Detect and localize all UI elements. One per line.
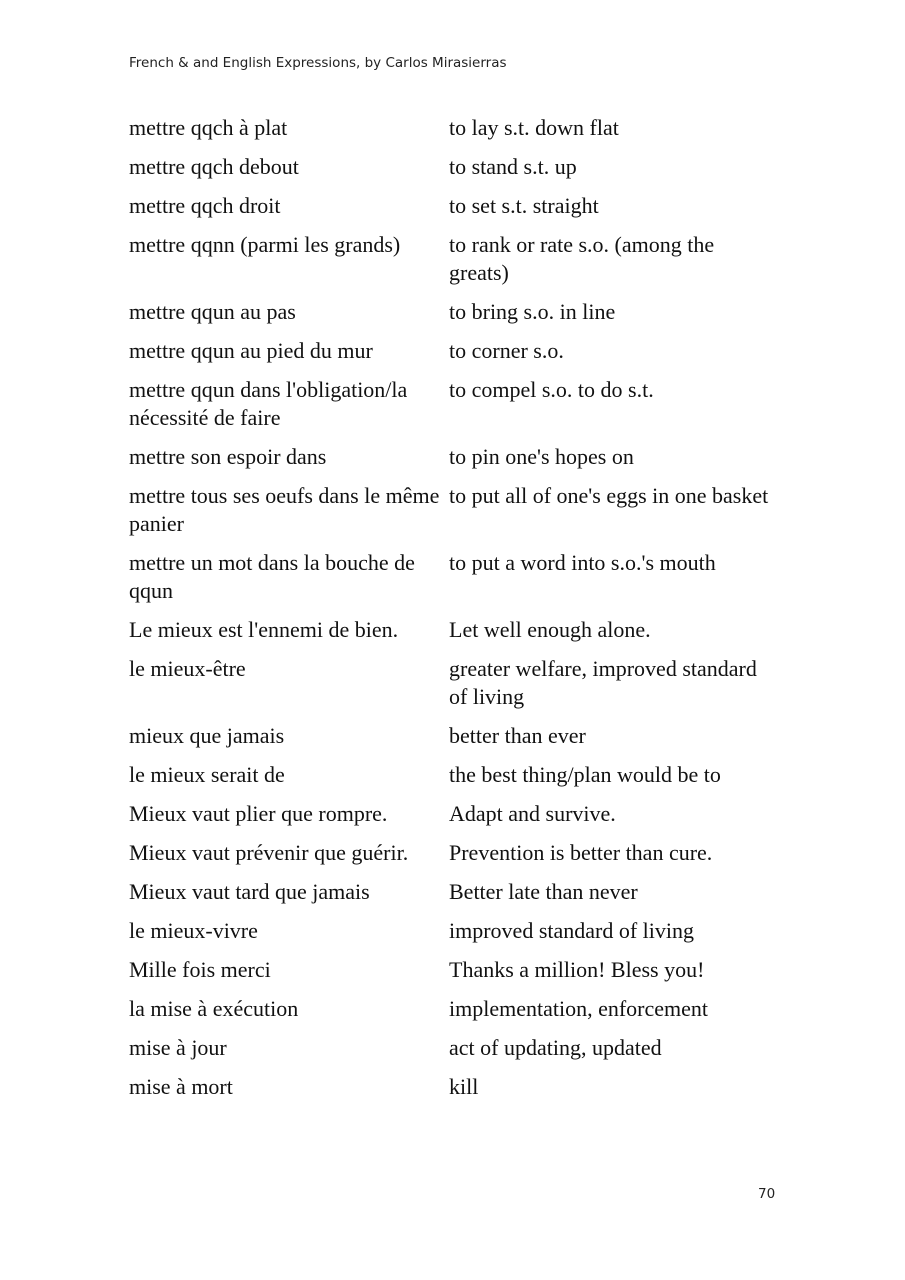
entry-row bbox=[129, 759, 779, 798]
entry-row bbox=[129, 441, 779, 480]
french-expression: mise à mort bbox=[129, 1074, 233, 1099]
french-expression: le mieux serait de bbox=[129, 762, 285, 787]
english-translation: greater welfare, improved standard of living bbox=[449, 656, 757, 709]
entry-row bbox=[129, 151, 779, 190]
page-number: 70 bbox=[758, 1186, 776, 1202]
french-expression: la mise à exécution bbox=[129, 996, 299, 1021]
entry-row bbox=[129, 480, 779, 547]
french-expression: mise à jour bbox=[129, 1035, 227, 1060]
english-translation: kill bbox=[449, 1074, 479, 1099]
french-expression: Mieux vaut prévenir que guérir. bbox=[129, 840, 409, 865]
entry-row bbox=[129, 547, 779, 614]
entry-row bbox=[129, 374, 779, 441]
entry-row bbox=[129, 653, 779, 720]
running-header: French & and English Expressions, by Carlos Mirasierras bbox=[129, 55, 507, 71]
entry-row bbox=[129, 915, 779, 954]
entry-row bbox=[129, 112, 779, 151]
english-translation: to set s.t. straight bbox=[449, 193, 599, 218]
entry-row bbox=[129, 954, 779, 993]
entry-row bbox=[129, 614, 779, 653]
french-expression: Mieux vaut tard que jamais bbox=[129, 879, 370, 904]
entry-row bbox=[129, 335, 779, 374]
french-expression: mettre qqch à plat bbox=[129, 115, 288, 140]
entry-row bbox=[129, 190, 779, 229]
french-expression: Le mieux est l'ennemi de bien. bbox=[129, 617, 399, 642]
entry-row bbox=[129, 993, 779, 1032]
french-expression: mettre qqnn (parmi les grands) bbox=[129, 232, 401, 257]
expression-list bbox=[129, 112, 779, 1110]
english-translation: Better late than never bbox=[449, 879, 638, 904]
entry-row bbox=[129, 798, 779, 837]
entry-row bbox=[129, 876, 779, 915]
entry-row bbox=[129, 720, 779, 759]
french-expression: le mieux-vivre bbox=[129, 918, 258, 943]
english-translation: to rank or rate s.o. (among the greats) bbox=[449, 232, 715, 285]
french-expression: mettre qqun au pied du mur bbox=[129, 338, 373, 363]
english-translation: the best thing/plan would be to bbox=[449, 762, 721, 787]
entry-row bbox=[129, 837, 779, 876]
english-translation: better than ever bbox=[449, 723, 586, 748]
english-translation: implementation, enforcement bbox=[449, 996, 709, 1021]
french-expression: mettre qqch debout bbox=[129, 154, 299, 179]
french-expression: Mieux vaut plier que rompre. bbox=[129, 801, 388, 826]
french-expression: le mieux-être bbox=[129, 656, 246, 681]
english-translation: improved standard of living bbox=[449, 918, 695, 943]
english-translation: to put a word into s.o.'s mouth bbox=[449, 550, 716, 575]
english-translation: Let well enough alone. bbox=[449, 617, 651, 642]
entry-row bbox=[129, 1071, 779, 1110]
english-translation: to compel s.o. to do s.t. bbox=[449, 377, 654, 402]
english-translation: to corner s.o. bbox=[449, 338, 564, 363]
english-translation: to lay s.t. down flat bbox=[449, 115, 619, 140]
english-translation: to put all of one's eggs in one basket bbox=[449, 483, 769, 508]
english-translation: to stand s.t. up bbox=[449, 154, 577, 179]
french-expression: mettre tous ses oeufs dans le même panier bbox=[129, 483, 440, 536]
french-expression: mettre qqch droit bbox=[129, 193, 281, 218]
french-expression: mettre son espoir dans bbox=[129, 444, 327, 469]
french-expression: mettre un mot dans la bouche de qqun bbox=[129, 550, 415, 603]
french-expression: Mille fois merci bbox=[129, 957, 271, 982]
english-translation: to pin one's hopes on bbox=[449, 444, 634, 469]
english-translation: Adapt and survive. bbox=[449, 801, 616, 826]
entry-row bbox=[129, 296, 779, 335]
english-translation: Thanks a million! Bless you! bbox=[449, 957, 705, 982]
english-translation: Prevention is better than cure. bbox=[449, 840, 713, 865]
english-translation: act of updating, updated bbox=[449, 1035, 662, 1060]
entry-row bbox=[129, 1032, 779, 1071]
french-expression: mettre qqun dans l'obligation/la nécessité de faire bbox=[129, 377, 408, 430]
english-translation: to bring s.o. in line bbox=[449, 299, 616, 324]
entry-row bbox=[129, 229, 779, 296]
french-expression: mettre qqun au pas bbox=[129, 299, 296, 324]
french-expression: mieux que jamais bbox=[129, 723, 285, 748]
